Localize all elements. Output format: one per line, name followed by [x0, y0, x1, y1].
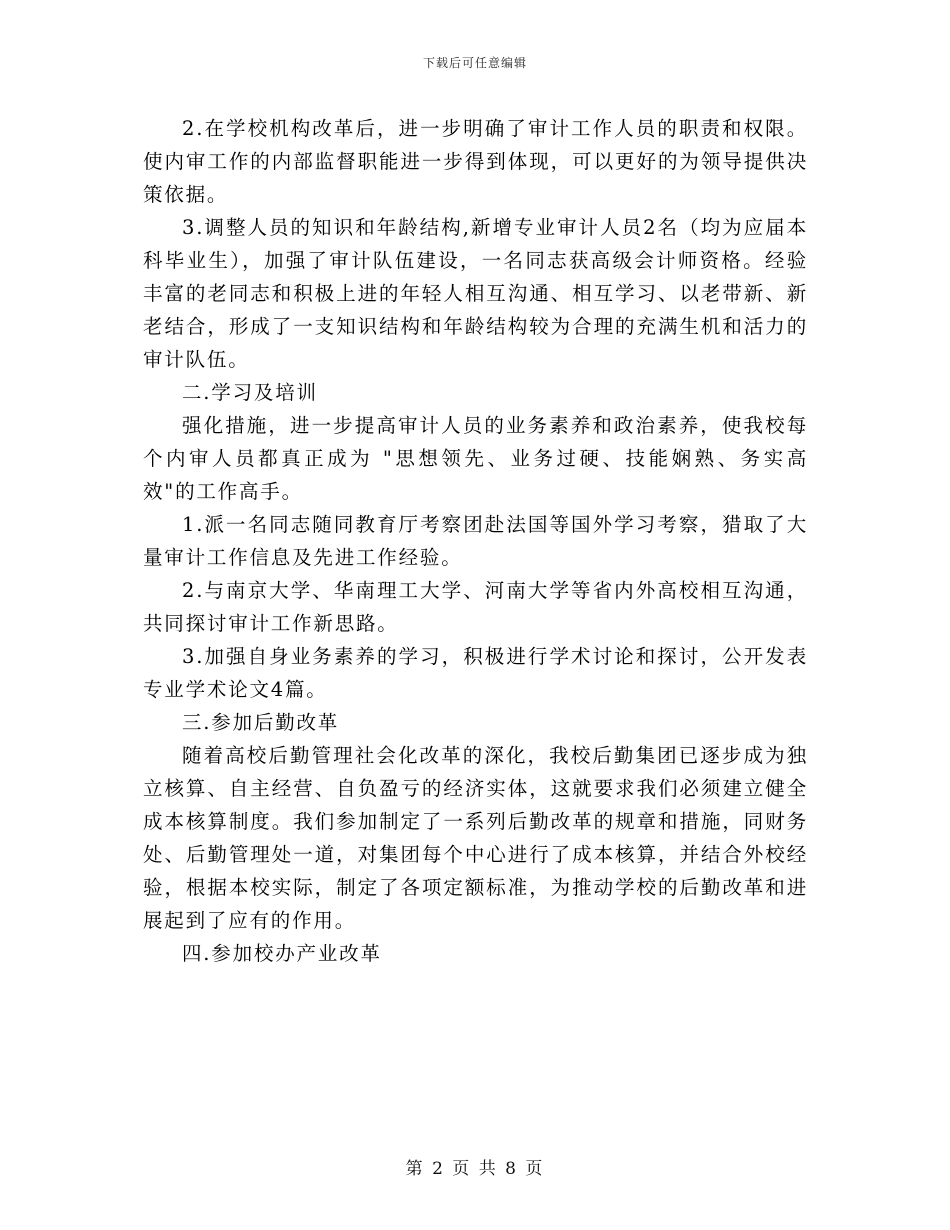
page-header: 下载后可任意编辑 — [422, 56, 527, 70]
paragraph-logistics-reform: 随着高校后勤管理社会化改革的深化，我校后勤集团已逐步成为独立核算、自主经营、自负盈亏的经济实体，这就要求我们必须建立健全成本核算制度。我们参加制定了一系列后勤改革的规章和措施，同财务处、后勤管理处一道，对集团每个中心进行了成本核算，并结合外校经验，根据本校实际，制定了各项定额标准，为推动学校的后勤改革和进展起到了应有的作用。 — [143, 744, 808, 932]
section-heading-study-training: 二.学习及培训 — [182, 381, 318, 404]
paragraph-study-item-2: 2.与南京大学、华南理工大学、河南大学等省内外高校相互沟通，共同探讨审计工作新思路。 — [143, 579, 808, 635]
document-body — [143, 112, 808, 970]
paragraph-item-3: 3.调整人员的知识和年龄结构,新增专业审计人员2名（均为应届本科毕业生），加强了审计队伍建设，一名同志获高级会计师资格。经验丰富的老同志和积极上进的年轻人相互沟通、相互学习、以老带新、新老结合，形成了一支知识结构和年龄结构较为合理的充满生机和活力的审计队伍。 — [143, 216, 808, 371]
paragraph-measures: 强化措施，进一步提高审计人员的业务素养和政治素养，使我校每个内审人员都真正成为 "思想领先、业务过硬、技能娴熟、务实高效"的工作高手。 — [143, 414, 808, 503]
section-heading-industry-reform: 四.参加校办产业改革 — [182, 942, 382, 965]
paragraph-study-item-1: 1.派一名同志随同教育厅考察团赴法国等国外学习考察，猎取了大量审计工作信息及先进工作经验。 — [143, 513, 808, 569]
page-footer: 第 2 页 共 8 页 — [405, 1159, 545, 1179]
paragraph-study-item-3: 3.加强自身业务素养的学习，积极进行学术讨论和探讨，公开发表专业学术论文4篇。 — [143, 645, 808, 701]
section-heading-logistics-reform: 三.参加后勤改革 — [182, 711, 340, 734]
paragraph-item-2: 2.在学校机构改革后，进一步明确了审计工作人员的职责和权限。使内审工作的内部监督职能进一步得到体现，可以更好的为领导提供决策依据。 — [143, 117, 808, 206]
